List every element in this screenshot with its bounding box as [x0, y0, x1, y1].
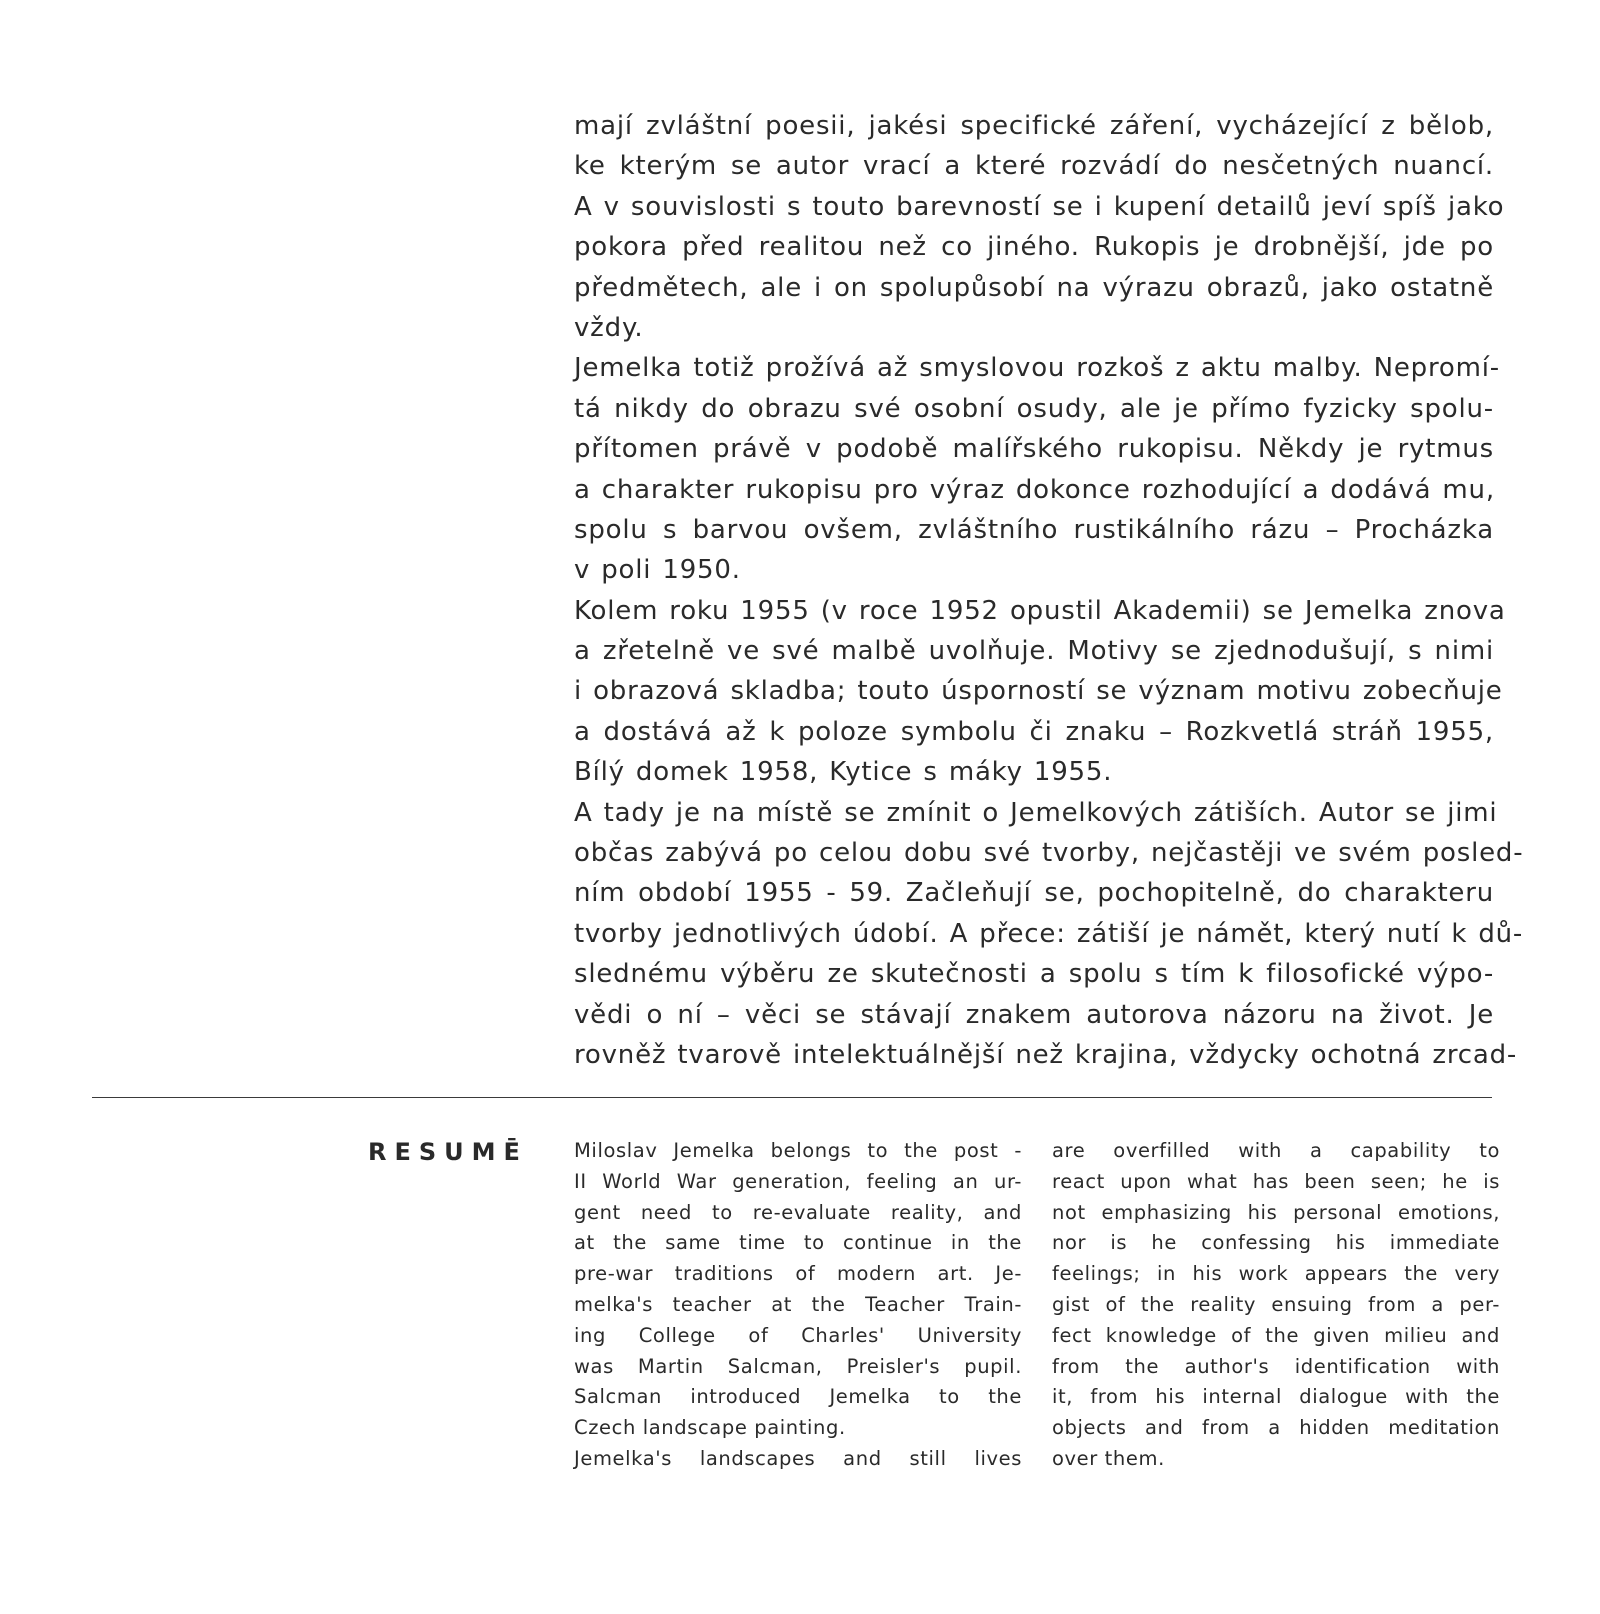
body-line: pokora před realitou než co jiného. Rukopis je drobnější, jde po: [574, 232, 1494, 263]
resume-line: it, from his internal dialogue with the: [1052, 1385, 1500, 1409]
resume-line: nor is he confessing his immediate: [1052, 1231, 1500, 1255]
resume-line: not emphasizing his personal emotions,: [1052, 1200, 1500, 1224]
body-line: i obrazová skladba; touto úsporností se význam motivu zobecňuje: [574, 676, 1503, 707]
body-line: a dostává až k poloze symbolu či znaku – Rozkvetlá stráň 1955,: [574, 716, 1494, 747]
body-line: a zřetelně ve své malbě uvolňuje. Motivy se zjednodušují, s nimi: [574, 636, 1494, 667]
body-line: Kolem roku 1955 (v roce 1952 opustil Akademii) se Jemelka znova: [574, 595, 1506, 626]
resume-line: Miloslav Jemelka belongs to the post -: [574, 1139, 1022, 1162]
resume-line: pre-war traditions of modern art. Je-: [574, 1262, 1022, 1286]
body-line: ním období 1955 - 59. Začleňují se, pochopitelně, do charakteru: [574, 878, 1494, 909]
resume-line: fect knowledge of the given milieu and: [1052, 1323, 1500, 1347]
resume-line: feelings; in his work appears the very: [1052, 1262, 1500, 1286]
resume-heading: RESUMĒ: [368, 1138, 528, 1166]
resume-line: Czech landscape painting.: [574, 1416, 846, 1440]
body-line: v poli 1950.: [574, 555, 741, 586]
body-line: přítomen právě v podobě malířského rukopisu. Někdy je rytmus: [574, 434, 1494, 465]
resume-column-right: [1052, 1136, 1500, 1475]
body-line: občas zabývá po celou dobu své tvorby, nejčastěji ve svém posled-: [574, 838, 1524, 869]
resume-line: Jemelka's landscapes and still lives: [574, 1446, 1022, 1470]
resume-line: gent need to re-evaluate reality, and: [574, 1200, 1022, 1224]
body-line: spolu s barvou ovšem, zvláštního rustikálního rázu – Procházka: [574, 514, 1494, 545]
body-line: vždy.: [574, 312, 644, 343]
resume-line: II World War generation, feeling an ur-: [574, 1169, 1022, 1193]
resume-column-left: [574, 1136, 1022, 1475]
body-line: tvorby jednotlivých údobí. A přece: zátiší je námět, který nutí k dů-: [574, 918, 1524, 949]
main-body-text: [574, 106, 1524, 1075]
resume-line: at the same time to continue in the: [574, 1231, 1022, 1255]
resume-line: melka's teacher at the Teacher Train-: [574, 1292, 1022, 1316]
body-line: vědi o ní – věci se stávají znakem autorova názoru na život. Je: [574, 999, 1494, 1030]
resume-line: gist of the reality ensuing from a per-: [1052, 1292, 1500, 1316]
resume-line: objects and from a hidden meditation: [1052, 1416, 1500, 1440]
resume-line: are overfilled with a capability to: [1052, 1139, 1500, 1162]
body-line: Bílý domek 1958, Kytice s máky 1955.: [574, 757, 1113, 788]
body-line: A tady je na místě se zmínit o Jemelkových zátiších. Autor se jimi: [574, 797, 1498, 828]
body-line: rovněž tvarově intelektuálnější než krajina, vždycky ochotná zrcad-: [574, 1039, 1518, 1070]
resume-line: ing College of Charles' University: [574, 1323, 1022, 1347]
body-line: tá nikdy do obrazu své osobní osudy, ale je přímo fyzicky spolu-: [574, 393, 1494, 424]
resume-line: was Martin Salcman, Preisler's pupil.: [574, 1354, 1022, 1378]
body-line: ke kterým se autor vrací a které rozvádí do nesčetných nuancí.: [574, 151, 1494, 182]
resume-line: Salcman introduced Jemelka to the: [574, 1385, 1022, 1409]
resume-line: react upon what has been seen; he is: [1052, 1169, 1500, 1193]
body-line: A v souvislosti s touto barevností se i kupení detailů jeví spíš jako: [574, 191, 1505, 222]
resume-line: from the author's identification with: [1052, 1354, 1500, 1378]
body-line: a charakter rukopisu pro výraz dokonce rozhodující a dodává mu,: [574, 474, 1495, 505]
body-line: slednému výběru ze skutečnosti a spolu s tím k filosofické výpo-: [574, 959, 1494, 990]
section-divider: [92, 1097, 1492, 1098]
body-line: mají zvláštní poesii, jakési specifické záření, vycházející z bělob,: [574, 111, 1494, 141]
resume-line: over them.: [1052, 1446, 1165, 1470]
body-line: Jemelka totiž prožívá až smyslovou rozkoš z aktu malby. Nepromí-: [574, 353, 1500, 384]
body-line: předmětech, ale i on spolupůsobí na výrazu obrazů, jako ostatně: [574, 272, 1494, 303]
